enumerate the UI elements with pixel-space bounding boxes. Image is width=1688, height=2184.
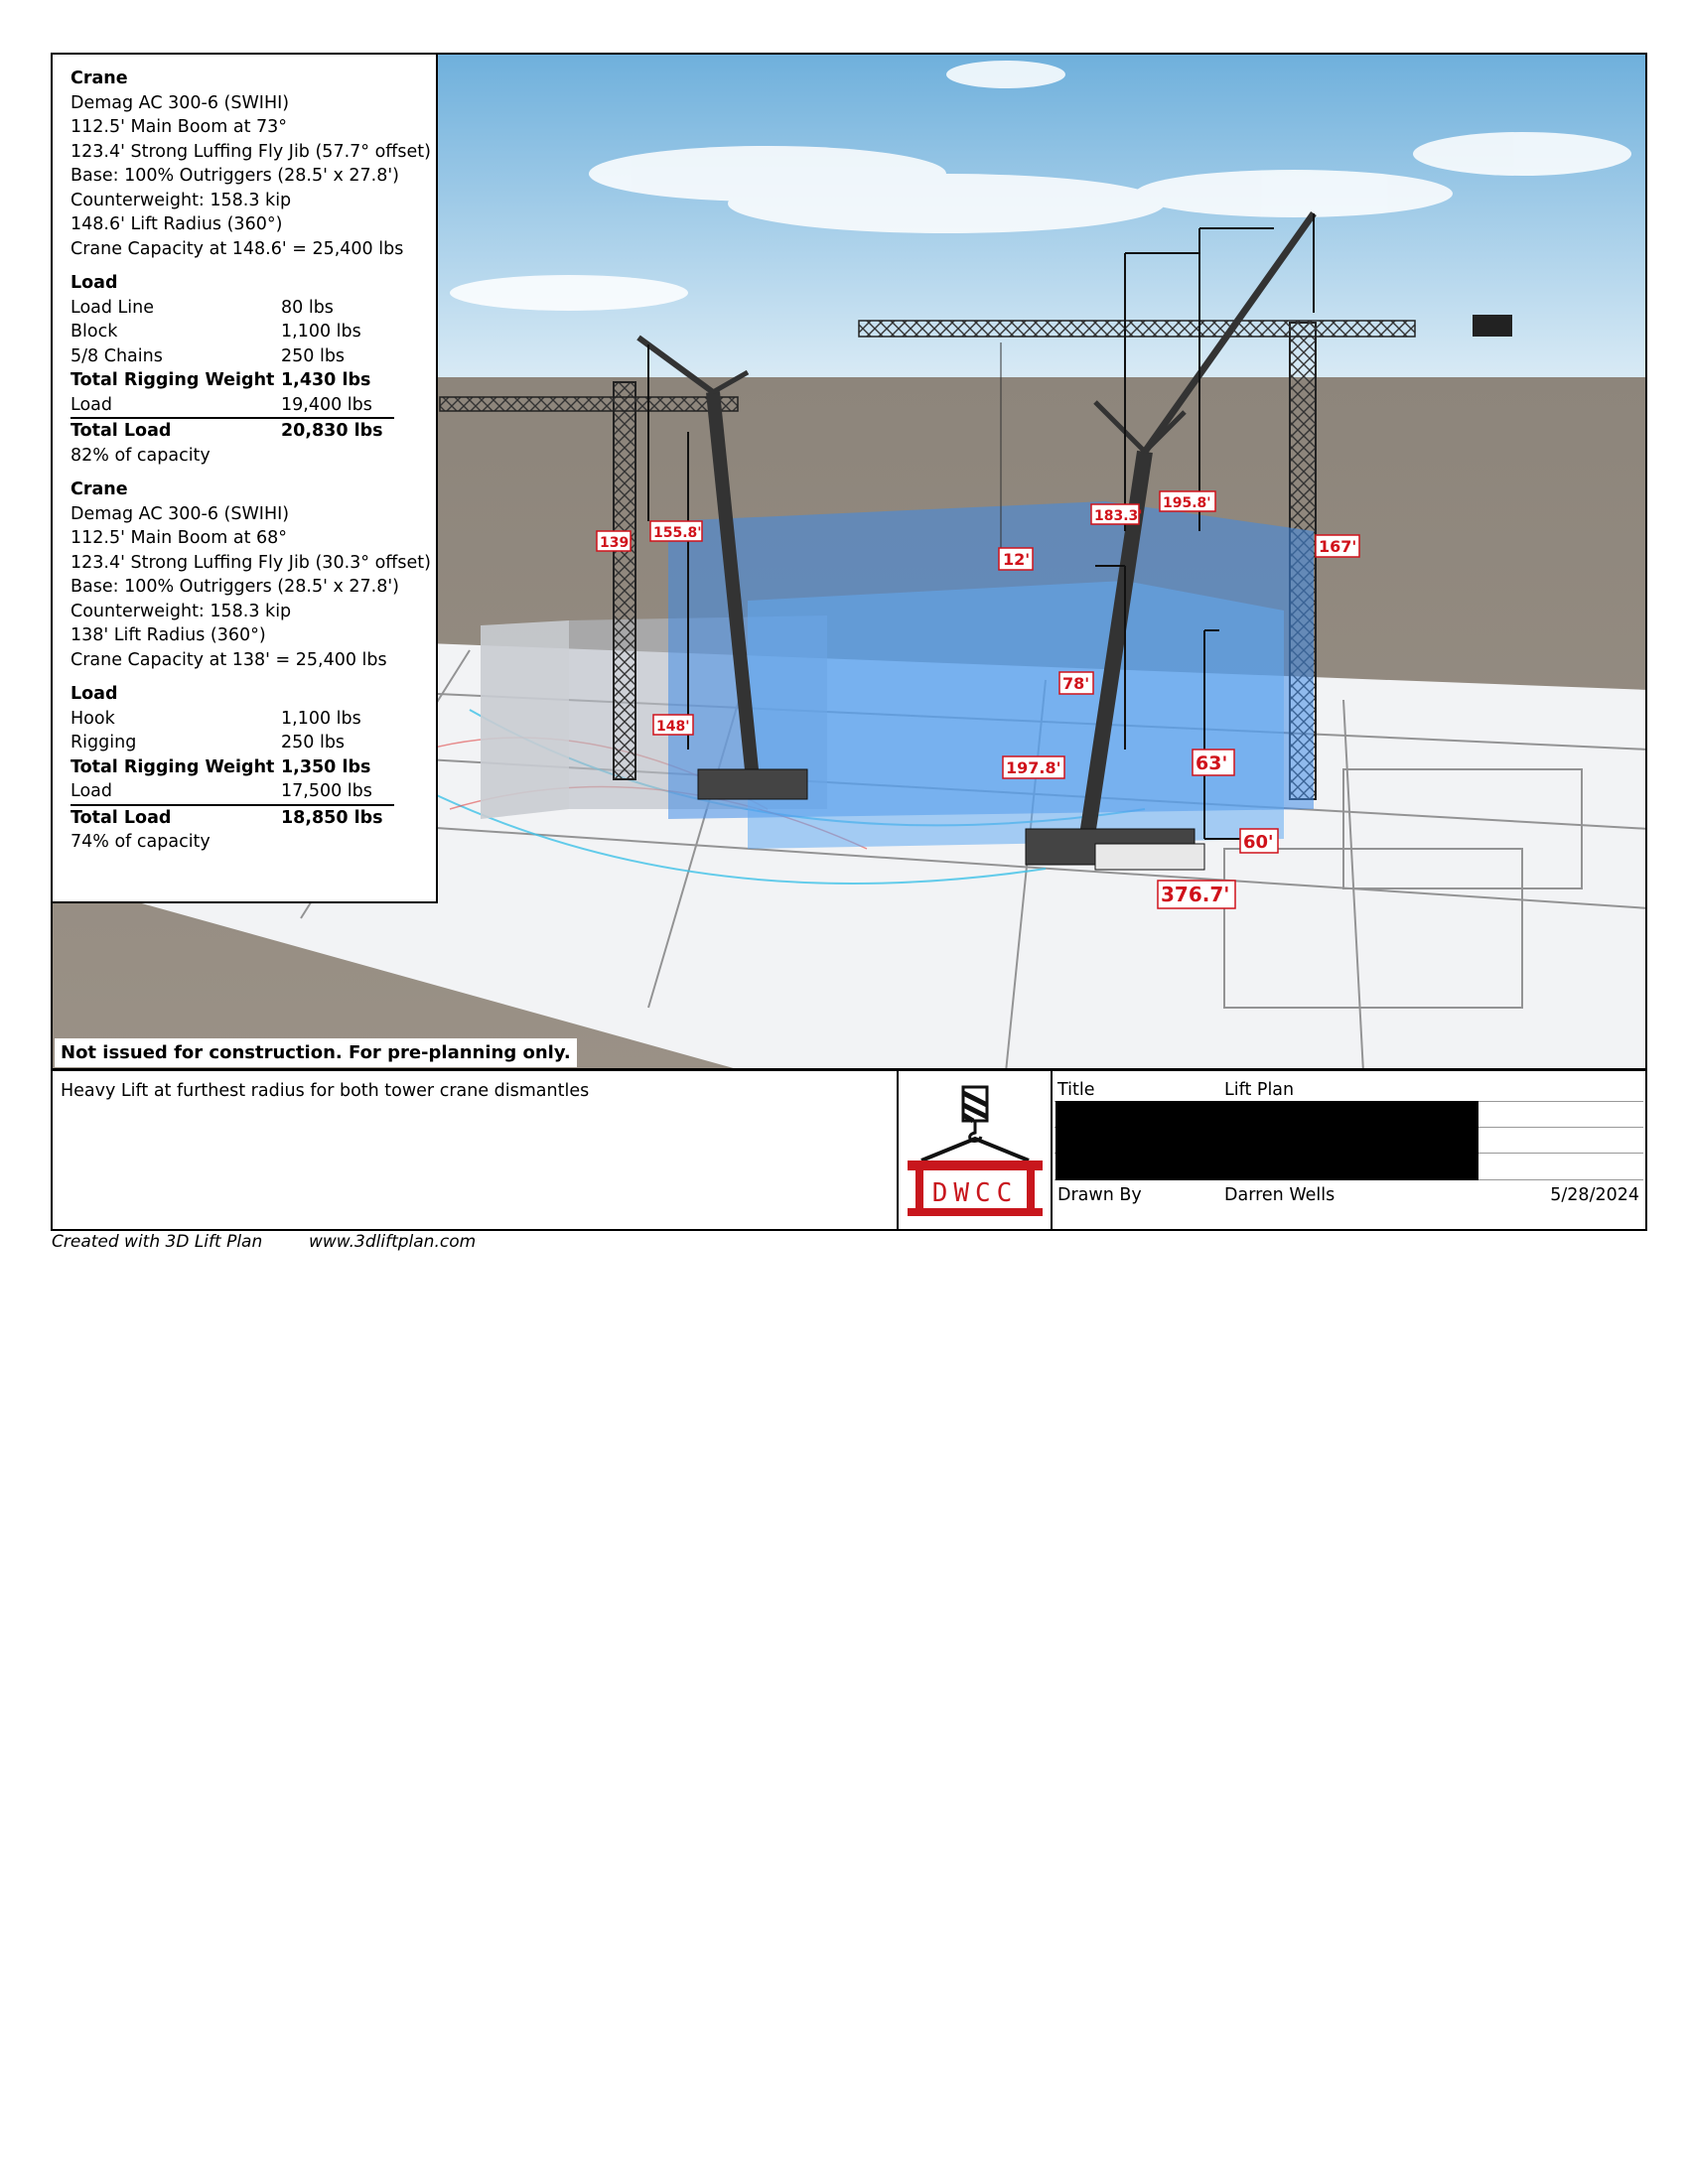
row-value: 250 lbs (281, 733, 346, 752)
drawn-by-label: Drawn By (1057, 1185, 1142, 1205)
load-1-row (70, 320, 436, 344)
load-2-heading: Load (70, 684, 118, 704)
dwcc-logo (902, 1081, 1049, 1222)
svg-text:167': 167' (1319, 537, 1357, 556)
dimension-label-78 (1059, 672, 1093, 694)
row-label: Load Line (70, 297, 155, 318)
footer-url[interactable]: www.3dliftplan.com (309, 1232, 477, 1252)
load-1-row (70, 393, 394, 420)
drawing-date: 5/28/2024 (1550, 1185, 1639, 1205)
svg-text:78': 78' (1062, 674, 1090, 693)
load-1-total-row (70, 419, 436, 444)
svg-text:376.7': 376.7' (1161, 883, 1230, 906)
load-1-heading: Load (70, 273, 118, 293)
row-label: Rigging (70, 733, 137, 752)
crane-2-boom: 112.5' Main Boom at 68° (70, 528, 288, 548)
crane-2-counterweight: Counterweight: 158.3 kip (70, 601, 292, 621)
row-value: 1,430 lbs (281, 370, 371, 390)
dimension-label-167 (1316, 535, 1359, 557)
dimension-label-60 (1240, 829, 1278, 853)
crane-1-specs (70, 67, 436, 261)
crane-1-base: Base: 100% Outriggers (28.5' x 27.8') (70, 166, 399, 186)
crane-1-radius: 148.6' Lift Radius (360°) (70, 214, 283, 234)
title-block (51, 1069, 1647, 1231)
divider (1051, 1071, 1053, 1229)
title-label: Title (1057, 1080, 1095, 1100)
dimension-label-183-3 (1091, 504, 1143, 524)
load-2-row (70, 755, 436, 780)
svg-text:139': 139' (600, 535, 633, 551)
row-label: Total Rigging Weight (70, 370, 275, 390)
dimension-label-12 (999, 548, 1033, 570)
dimension-label-155-8 (650, 521, 702, 541)
crane-1-counterweight: Counterweight: 158.3 kip (70, 190, 292, 210)
row-label: Total Rigging Weight (70, 756, 275, 777)
logo-text: DWCC (931, 1178, 1019, 1208)
load-2-total-row (70, 806, 436, 831)
dimension-label-63 (1193, 750, 1234, 775)
svg-text:197.8': 197.8' (1006, 758, 1061, 777)
existing-building (481, 620, 569, 819)
disclaimer-banner: Not issued for construction. For pre-planning only. (55, 1038, 577, 1067)
row-label: Block (70, 322, 118, 341)
svg-text:12': 12' (1003, 550, 1031, 569)
title-value: Lift Plan (1224, 1080, 1295, 1100)
row-label: Hook (70, 708, 115, 729)
crane-2-specs (70, 478, 436, 672)
row-label: 5/8 Chains (70, 345, 163, 366)
crane-load-info-panel (51, 53, 438, 903)
crane-1-jib: 123.4' Strong Luffing Fly Jib (57.7° offset) (70, 141, 431, 162)
dimension-label-148 (653, 715, 693, 735)
mobile-crane-left-carrier (698, 769, 807, 799)
row-value: 20,830 lbs (281, 421, 383, 441)
dimension-label-139 (597, 531, 633, 551)
crane-2-model: Demag AC 300-6 (SWIHI) (70, 503, 290, 524)
crane-1-heading: Crane (70, 68, 128, 88)
row-value: 250 lbs (281, 345, 346, 366)
crane-hook-icon (963, 1087, 987, 1142)
drawn-by-value: Darren Wells (1224, 1185, 1336, 1205)
row-value: 18,850 lbs (281, 807, 383, 828)
load-2-row (70, 779, 394, 806)
load-1-percent: 82% of capacity (70, 445, 211, 466)
crane-2-base: Base: 100% Outriggers (28.5' x 27.8') (70, 577, 399, 597)
row-value: 19,400 lbs (281, 394, 372, 415)
svg-text:63': 63' (1196, 752, 1228, 774)
load-1-table (70, 271, 436, 468)
redaction-block (1055, 1101, 1478, 1180)
crane-1-capacity: Crane Capacity at 148.6' = 25,400 lbs (70, 238, 404, 259)
tower-crane-left-mast (614, 382, 635, 779)
row-label: Load (70, 781, 112, 801)
crane-2-radius: 138' Lift Radius (360°) (70, 625, 266, 645)
svg-text:148': 148' (656, 719, 690, 735)
crane-2-jib: 123.4' Strong Luffing Fly Jib (30.3° offset) (70, 552, 431, 573)
row-value: 1,100 lbs (281, 322, 361, 341)
crane-2-heading: Crane (70, 479, 128, 499)
dimension-label-197-8 (1003, 756, 1064, 778)
load-1-row (70, 368, 436, 393)
row-value: 1,100 lbs (281, 708, 361, 729)
load-2-percent: 74% of capacity (70, 832, 211, 852)
svg-text:195.8': 195.8' (1163, 495, 1211, 511)
crane-1-boom: 112.5' Main Boom at 73° (70, 117, 288, 137)
load-2-table (70, 682, 436, 855)
load-2-row (70, 731, 436, 755)
svg-text:183.3': 183.3' (1094, 508, 1143, 524)
svg-text:60': 60' (1243, 832, 1274, 853)
dimension-label-376-7 (1158, 881, 1235, 908)
dimension-label-195-8 (1160, 491, 1215, 511)
row-value: 17,500 lbs (281, 781, 372, 801)
load-1-row (70, 344, 436, 369)
row-label: Load (70, 394, 112, 415)
divider (897, 1071, 899, 1229)
svg-text:155.8': 155.8' (653, 525, 702, 541)
row-value: 80 lbs (281, 297, 334, 318)
crane-2-capacity: Crane Capacity at 138' = 25,400 lbs (70, 649, 387, 670)
load-1-row (70, 296, 436, 321)
crane-1-model: Demag AC 300-6 (SWIHI) (70, 92, 290, 113)
row-label: Total Load (70, 421, 172, 441)
row-label: Total Load (70, 807, 172, 828)
load-2-row (70, 707, 436, 732)
lift-description: Heavy Lift at furthest radius for both tower crane dismantles (61, 1081, 590, 1101)
footer-credit: Created with 3D Lift Plan (52, 1232, 263, 1252)
row-value: 1,350 lbs (281, 756, 371, 777)
